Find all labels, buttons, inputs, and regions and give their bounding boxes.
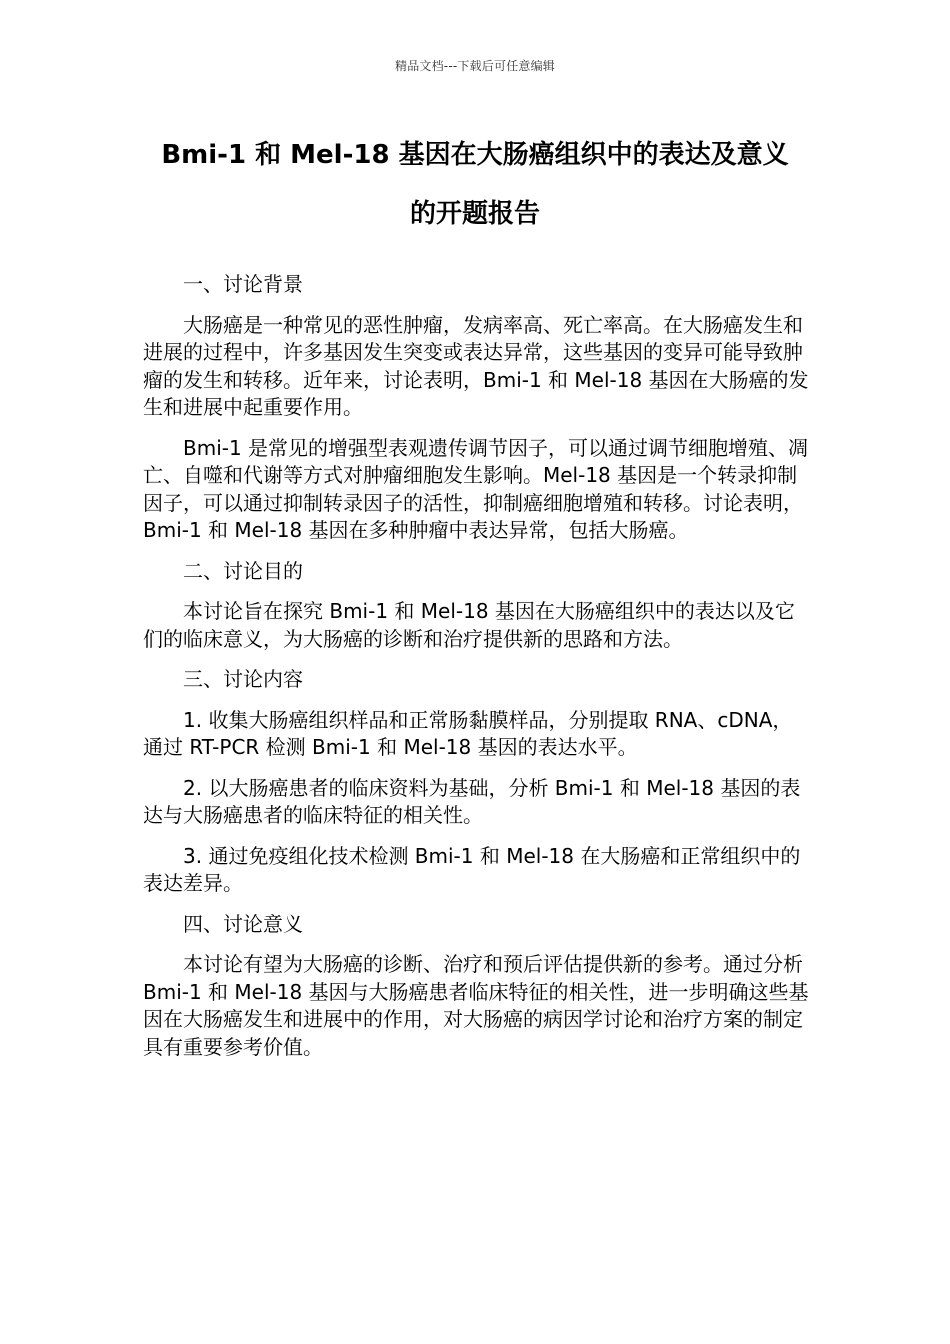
list-item-content-1: 1. 收集大肠癌组织样品和正常肠黏膜样品，分别提取 RNA、cDNA，通过 RT-PCR 检测 Bmi-1 和 Mel-18 基因的表达水平。: [143, 707, 793, 759]
paragraph-background-1: 大肠癌是一种常见的恶性肿瘤，发病率高、死亡率高。在大肠癌发生和进展的过程中，许多基因发生突变或表达异常，这些基因的变异可能导致肿瘤的发生和转移。近年来，讨论表明，Bmi-1 和 Mel-18 基因在大肠癌的发生和进展中起重要作用。: [143, 312, 809, 419]
paragraph-significance: 本讨论有望为大肠癌的诊断、治疗和预后评估提供新的参考。通过分析 Bmi-1 和 Mel-18 基因与大肠癌患者临床特征的相关性，进一步明确这些基因在大肠癌发生和进展中的作用，对大肠癌的病因学讨论和治疗方案的制定具有重要参考价值。: [143, 952, 809, 1059]
header-note: 精品文档---下载后可任意编辑: [395, 59, 555, 73]
list-item-content-2: 2. 以大肠癌患者的临床资料为基础，分析 Bmi-1 和 Mel-18 基因的表达与大肠癌患者的临床特征的相关性。: [143, 775, 801, 827]
list-item-content-3: 3. 通过免疫组化技术检测 Bmi-1 和 Mel-18 在大肠癌和正常组织中的表达差异。: [143, 843, 801, 895]
section-heading-background: 一、讨论背景: [183, 272, 303, 296]
document-title-line-2: 的开题报告: [409, 199, 540, 229]
section-heading-significance: 四、讨论意义: [183, 911, 303, 936]
document-body: [143, 271, 811, 1074]
document-title-line-1: Bmi-1 和 Mel-18 基因在大肠癌组织中的表达及意义: [161, 140, 789, 170]
paragraph-purpose: 本讨论旨在探究 Bmi-1 和 Mel-18 基因在大肠癌组织中的表达以及它们的临床意义，为大肠癌的诊断和治疗提供新的思路和方法。: [143, 599, 795, 651]
section-heading-content: 三、讨论内容: [183, 667, 303, 691]
section-heading-purpose: 二、讨论目的: [183, 558, 303, 583]
paragraph-background-2: Bmi-1 是常见的增强型表观遗传调节因子，可以通过调节细胞增殖、凋亡、自噬和代谢等方式对肿瘤细胞发生影响。Mel-18 基因是一个转录抑制因子，可以通过抑制转录因子的活性，抑制癌细胞增殖和转移。讨论表明，Bmi-1 和 Mel-18 基因在多种肿瘤中表达异常，包括大肠癌。: [143, 435, 809, 542]
